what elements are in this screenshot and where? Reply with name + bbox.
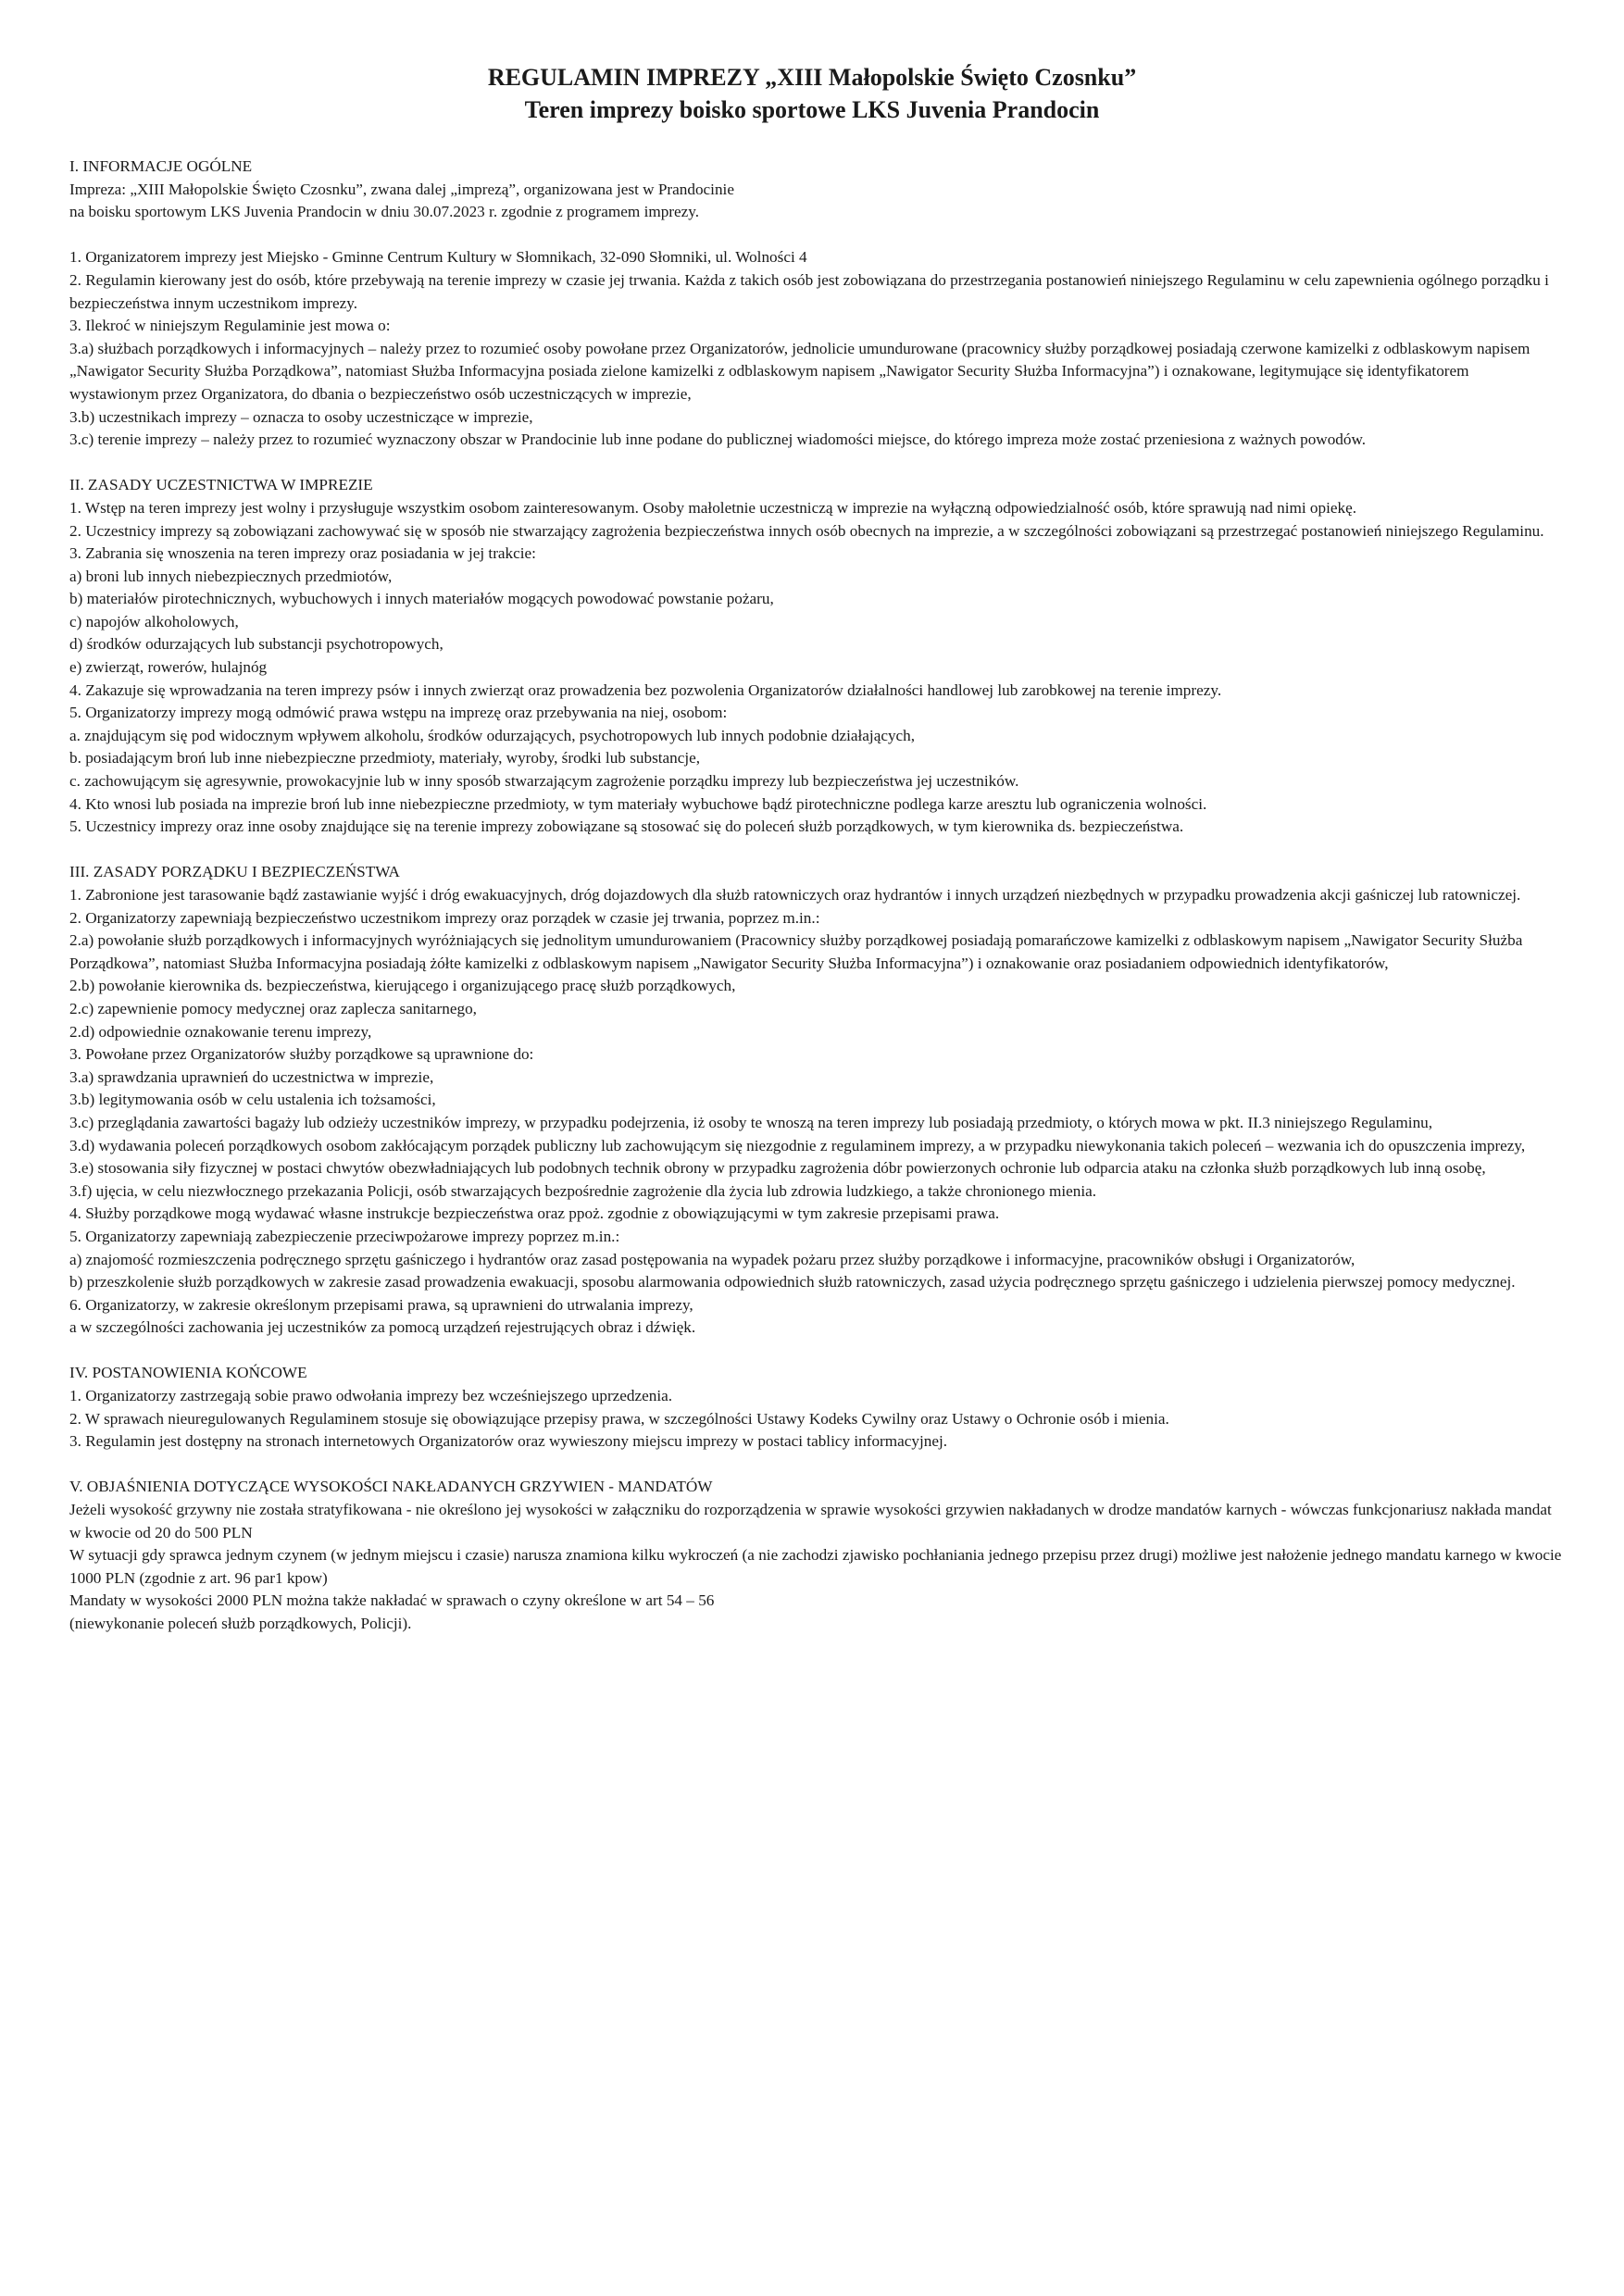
paragraph: na boisku sportowym LKS Juvenia Prandocin w dniu 30.07.2023 r. zgodnie z programem imprezy. — [69, 203, 700, 221]
paragraph: 3. Ilekroć w niniejszym Regulaminie jest mowa o: — [69, 317, 391, 335]
paragraph: 3. Powołane przez Organizatorów służby porządkowe są uprawnione do: — [69, 1045, 534, 1064]
section-4 — [69, 1362, 1562, 1453]
paragraph: d) środków odurzających lub substancji psychotropowych, — [69, 635, 443, 654]
paragraph: 2. W sprawach nieuregulowanych Regulaminem stosuje się obowiązujące przepisy prawa, w szczególności Ustawy Kodeks Cywilny oraz Ustawy o Ochronie osób i mienia. — [69, 1409, 1169, 1428]
paragraph: 2.c) zapewnienie pomocy medycznej oraz zaplecza sanitarnego, — [69, 999, 477, 1017]
paragraph: (niewykonanie poleceń służb porządkowych, Policji). — [69, 1615, 412, 1632]
paragraph: 3.a) sprawdzania uprawnień do uczestnictwa w imprezie, — [69, 1067, 434, 1086]
paragraph: 3.a) służbach porządkowych i informacyjnych – należy przez to rozumieć osoby powołane przez Organizatorów, jednolicie umundurowane (pracownicy służby porządkowej posiadają czerwone kamizelki z odblaskowym napisem „Nawigator Security Służba Porządkowa”, natomiast Służba Informacyjna posiada zielone kamizelki z odblaskowym napisem „Nawigator Security Służba Informacyjna”) i oznakowane, legitymujące się identyfikatorem wystawionym przez Organizatora, do dbania o bezpieczeństwo osób uczestniczących w imprezie, — [69, 339, 1530, 403]
paragraph: 2.a) powołanie służb porządkowych i informacyjnych wyróżniających się jednolitym umundurowaniem (Pracownicy służby porządkowej posiadają pomarańczowe kamizelki z odblaskowym napisem „Nawigator Security Służba Porządkowa”, natomiast Służba Informacyjna posiadają żółte kamizelki z odblaskowym napisem „Nawigator Security Służba Informacyjna”) i oznakowanie oraz posiadaniem odpowiednich identyfikatorów, — [69, 931, 1523, 972]
section-heading: I. INFORMACJE OGÓLNE — [69, 157, 253, 175]
paragraph: 3. Regulamin jest dostępny na stronach internetowych Organizatorów oraz wywieszony miejscu imprezy w postaci tablicy informacyjnej. — [69, 1432, 948, 1451]
section-2 — [69, 474, 1562, 839]
paragraph: 3.c) terenie imprezy – należy przez to rozumieć wyznaczony obszar w Prandocinie lub inne podane do publicznej wiadomości miejsce, do którego impreza może zostać przeniesiona z ważnych powodów. — [69, 430, 1367, 449]
paragraph: 2. Regulamin kierowany jest do osób, które przebywają na terenie imprezy w czasie jej trwania. Każda z takich osób jest zobowiązana do przestrzegania postanowień niniejszego Regulaminu w celu zapewnienia ogólnego porządku i bezpieczeństwa innym uczestnikom imprezy. — [69, 270, 1549, 312]
paragraph: c) napojów alkoholowych, — [69, 612, 239, 630]
paragraph: 4. Kto wnosi lub posiada na imprezie broń lub inne niebezpieczne przedmioty, w tym materiały wybuchowe bądź pirotechniczne podlega karze aresztu lub ograniczenia wolności. — [69, 794, 1207, 813]
paragraph: 4. Zakazuje się wprowadzania na teren imprezy psów i innych zwierząt oraz prowadzenia bez pozwolenia Organizatorów działalności handlowej lub zarobkowej na terenie imprezy. — [69, 680, 1222, 699]
paragraph: Mandaty w wysokości 2000 PLN można także nakładać w sprawach o czyny określone w art 54 – 56 — [69, 1591, 715, 1610]
section-heading: V. OBJAŚNIENIA DOTYCZĄCE WYSOKOŚCI NAKŁADANYCH GRZYWIEN - MANDATÓW — [69, 1478, 713, 1496]
paragraph: 2.b) powołanie kierownika ds. bezpieczeństwa, kierującego i organizującego pracę służb porządkowych, — [69, 977, 736, 995]
document-subtitle: Teren imprezy boisko sportowe LKS Juvenia Prandocin — [524, 96, 1100, 123]
paragraph: Jeżeli wysokość grzywny nie została stratyfikowana - nie określono jej wysokości w załączniku do rozporządzenia w sprawie wysokości grzywien nakładanych w drodze mandatów karnych - wówczas funkcjonariusz nakłada mandat w kwocie od 20 do 500 PLN — [69, 1501, 1552, 1541]
paragraph: Impreza: „XIII Małopolskie Święto Czosnku”, zwana dalej „imprezą”, organizowana jest w Prandocinie — [69, 180, 734, 198]
paragraph: e) zwierząt, rowerów, hulajnóg — [69, 658, 268, 677]
paragraph: 2. Uczestnicy imprezy są zobowiązani zachowywać się w sposób nie stwarzający zagrożenia bezpieczeństwa innych osób obecnych na imprezie, a w szczególności zobowiązani są przestrzegać postanowień niniejszego Regulaminu. — [69, 521, 1544, 540]
section-heading: II. ZASADY UCZESTNICTWA W IMPREZIE — [69, 476, 373, 494]
section-5 — [69, 1476, 1562, 1635]
document-body — [69, 156, 1562, 1658]
paragraph: 1. Organizatorem imprezy jest Miejsko - Gminne Centrum Kultury w Słomnikach, 32-090 Słomniki, ul. Wolności 4 — [69, 248, 807, 267]
paragraph: a) broni lub innych niebezpiecznych przedmiotów, — [69, 567, 393, 585]
paragraph: 4. Służby porządkowe mogą wydawać własne instrukcje bezpieczeństwa oraz ppoż. zgodnie z obowiązującymi w tym zakresie przepisami prawa. — [69, 1204, 1000, 1223]
paragraph: 2.d) odpowiednie oznakowanie terenu imprezy, — [69, 1022, 372, 1041]
paragraph: 5. Uczestnicy imprezy oraz inne osoby znajdujące się na terenie imprezy zobowiązane są stosować się do poleceń służb porządkowych, w tym kierownika ds. bezpieczeństwa. — [69, 817, 1184, 836]
paragraph: 3.f) ujęcia, w celu niezwłocznego przekazania Policji, osób stwarzających bezpośrednie zagrożenie dla życia lub zdrowia ludzkiego, a także chronionego mienia. — [69, 1181, 1097, 1200]
paragraph: b) przeszkolenie służb porządkowych w zakresie zasad prowadzenia ewakuacji, sposobu alarmowania odpowiednich służb ratowniczych, zasad użycia podręcznego sprzętu gaśniczego i udzielenia pierwszej pomocy medycznej. — [69, 1273, 1516, 1292]
document-title: REGULAMIN IMPREZY „XIII Małopolskie Święto Czosnku” — [487, 64, 1137, 91]
paragraph: 5. Organizatorzy imprezy mogą odmówić prawa wstępu na imprezę oraz przebywania na niej, osobom: — [69, 704, 728, 722]
section-3 — [69, 861, 1562, 1339]
paragraph: b. posiadającym broń lub inne niebezpieczne przedmioty, materiały, wyroby, środki lub substancje, — [69, 749, 701, 767]
paragraph: 3.e) stosowania siły fizycznej w postaci chwytów obezwładniających lub podobnych technik obrony w przypadku zagrożenia dóbr powierzonych ochronie lub odparcia ataku na członka służb porządkowych lub inną osobę, — [69, 1159, 1486, 1178]
document-header — [0, 61, 1624, 126]
paragraph: b) materiałów pirotechnicznych, wybuchowych i innych materiałów mogących powodować powstanie pożaru, — [69, 590, 774, 608]
section-heading: IV. POSTANOWIENIA KOŃCOWE — [69, 1364, 307, 1382]
paragraph: 6. Organizatorzy, w zakresie określonym przepisami prawa, są uprawnieni do utrwalania imprezy, — [69, 1295, 693, 1314]
paragraph: 3.b) legitymowania osób w celu ustalenia ich tożsamości, — [69, 1091, 436, 1109]
paragraph: 1. Zabronione jest tarasowanie bądź zastawianie wyjść i dróg ewakuacyjnych, dróg dojazdowych dla służb ratowniczych oraz hydrantów i innych urządzeń niezbędnych w przypadku prowadzenia akcji gaśniczej lub ratowniczej. — [69, 886, 1521, 904]
paragraph: 1. Organizatorzy zastrzegają sobie prawo odwołania imprezy bez wcześniejszego uprzedzenia. — [69, 1387, 673, 1405]
blank-line — [69, 224, 1562, 247]
paragraph: 3.b) uczestnikach imprezy – oznacza to osoby uczestniczące w imprezie, — [69, 407, 533, 426]
paragraph: W sytuacji gdy sprawca jednym czynem (w jednym miejscu i czasie) narusza znamiona kilku wykroczeń (a nie zachodzi zjawisko pochłaniania jednego przepisu przez drugi) możliwe jest nałożenie jednego mandatu karnego w kwocie 1000 PLN (zgodnie z art. 96 par1 kpow) — [69, 1546, 1562, 1587]
paragraph: 3. Zabrania się wnoszenia na teren imprezy oraz posiadania w jej trakcie: — [69, 544, 536, 563]
paragraph: 2. Organizatorzy zapewniają bezpieczeństwo uczestnikom imprezy oraz porządek w czasie jej trwania, poprzez m.in.: — [69, 908, 820, 927]
paragraph: 3.d) wydawania poleceń porządkowych osobom zakłócającym porządek publiczny lub zachowującym się niezgodnie z regulaminem imprezy, a w przypadku niewykonania takich poleceń – wezwania ich do opuszczenia imprezy, — [69, 1136, 1526, 1154]
section-heading: III. ZASADY PORZĄDKU I BEZPIECZEŃSTWA — [69, 863, 400, 881]
paragraph: a w szczególności zachowania jej uczestników za pomocą urządzeń rejestrujących obraz i dźwięk. — [69, 1318, 696, 1337]
paragraph: 5. Organizatorzy zapewniają zabezpieczenie przeciwpożarowe imprezy poprzez m.in.: — [69, 1227, 620, 1245]
paragraph: 1. Wstęp na teren imprezy jest wolny i przysługuje wszystkim osobom zainteresowanym. Osoby małoletnie uczestniczą w imprezie na wyłączną odpowiedzialność osób, które sprawują nad nimi opiekę. — [69, 498, 1357, 517]
paragraph: c. zachowującym się agresywnie, prowokacyjnie lub w inny sposób stwarzającym zagrożenie porządku imprezy lub bezpieczeństwa jej uczestników. — [69, 772, 1019, 791]
section-1 — [69, 156, 1562, 452]
paragraph: 3.c) przeglądania zawartości bagaży lub odzieży uczestników imprezy, w przypadku podejrzenia, iż osoby te wnoszą na teren imprezy lub posiadają przedmioty, o których mowa w pkt. II.3 niniejszego Regulaminu, — [69, 1113, 1433, 1131]
paragraph: a. znajdującym się pod widocznym wpływem alkoholu, środków odurzających, psychotropowych lub innych podobnie działających, — [69, 726, 916, 744]
paragraph: a) znajomość rozmieszczenia podręcznego sprzętu gaśniczego i hydrantów oraz zasad postępowania na wypadek pożaru przez służby porządkowe i informacyjne, pracowników obsługi i Organizatorów, — [69, 1250, 1355, 1268]
